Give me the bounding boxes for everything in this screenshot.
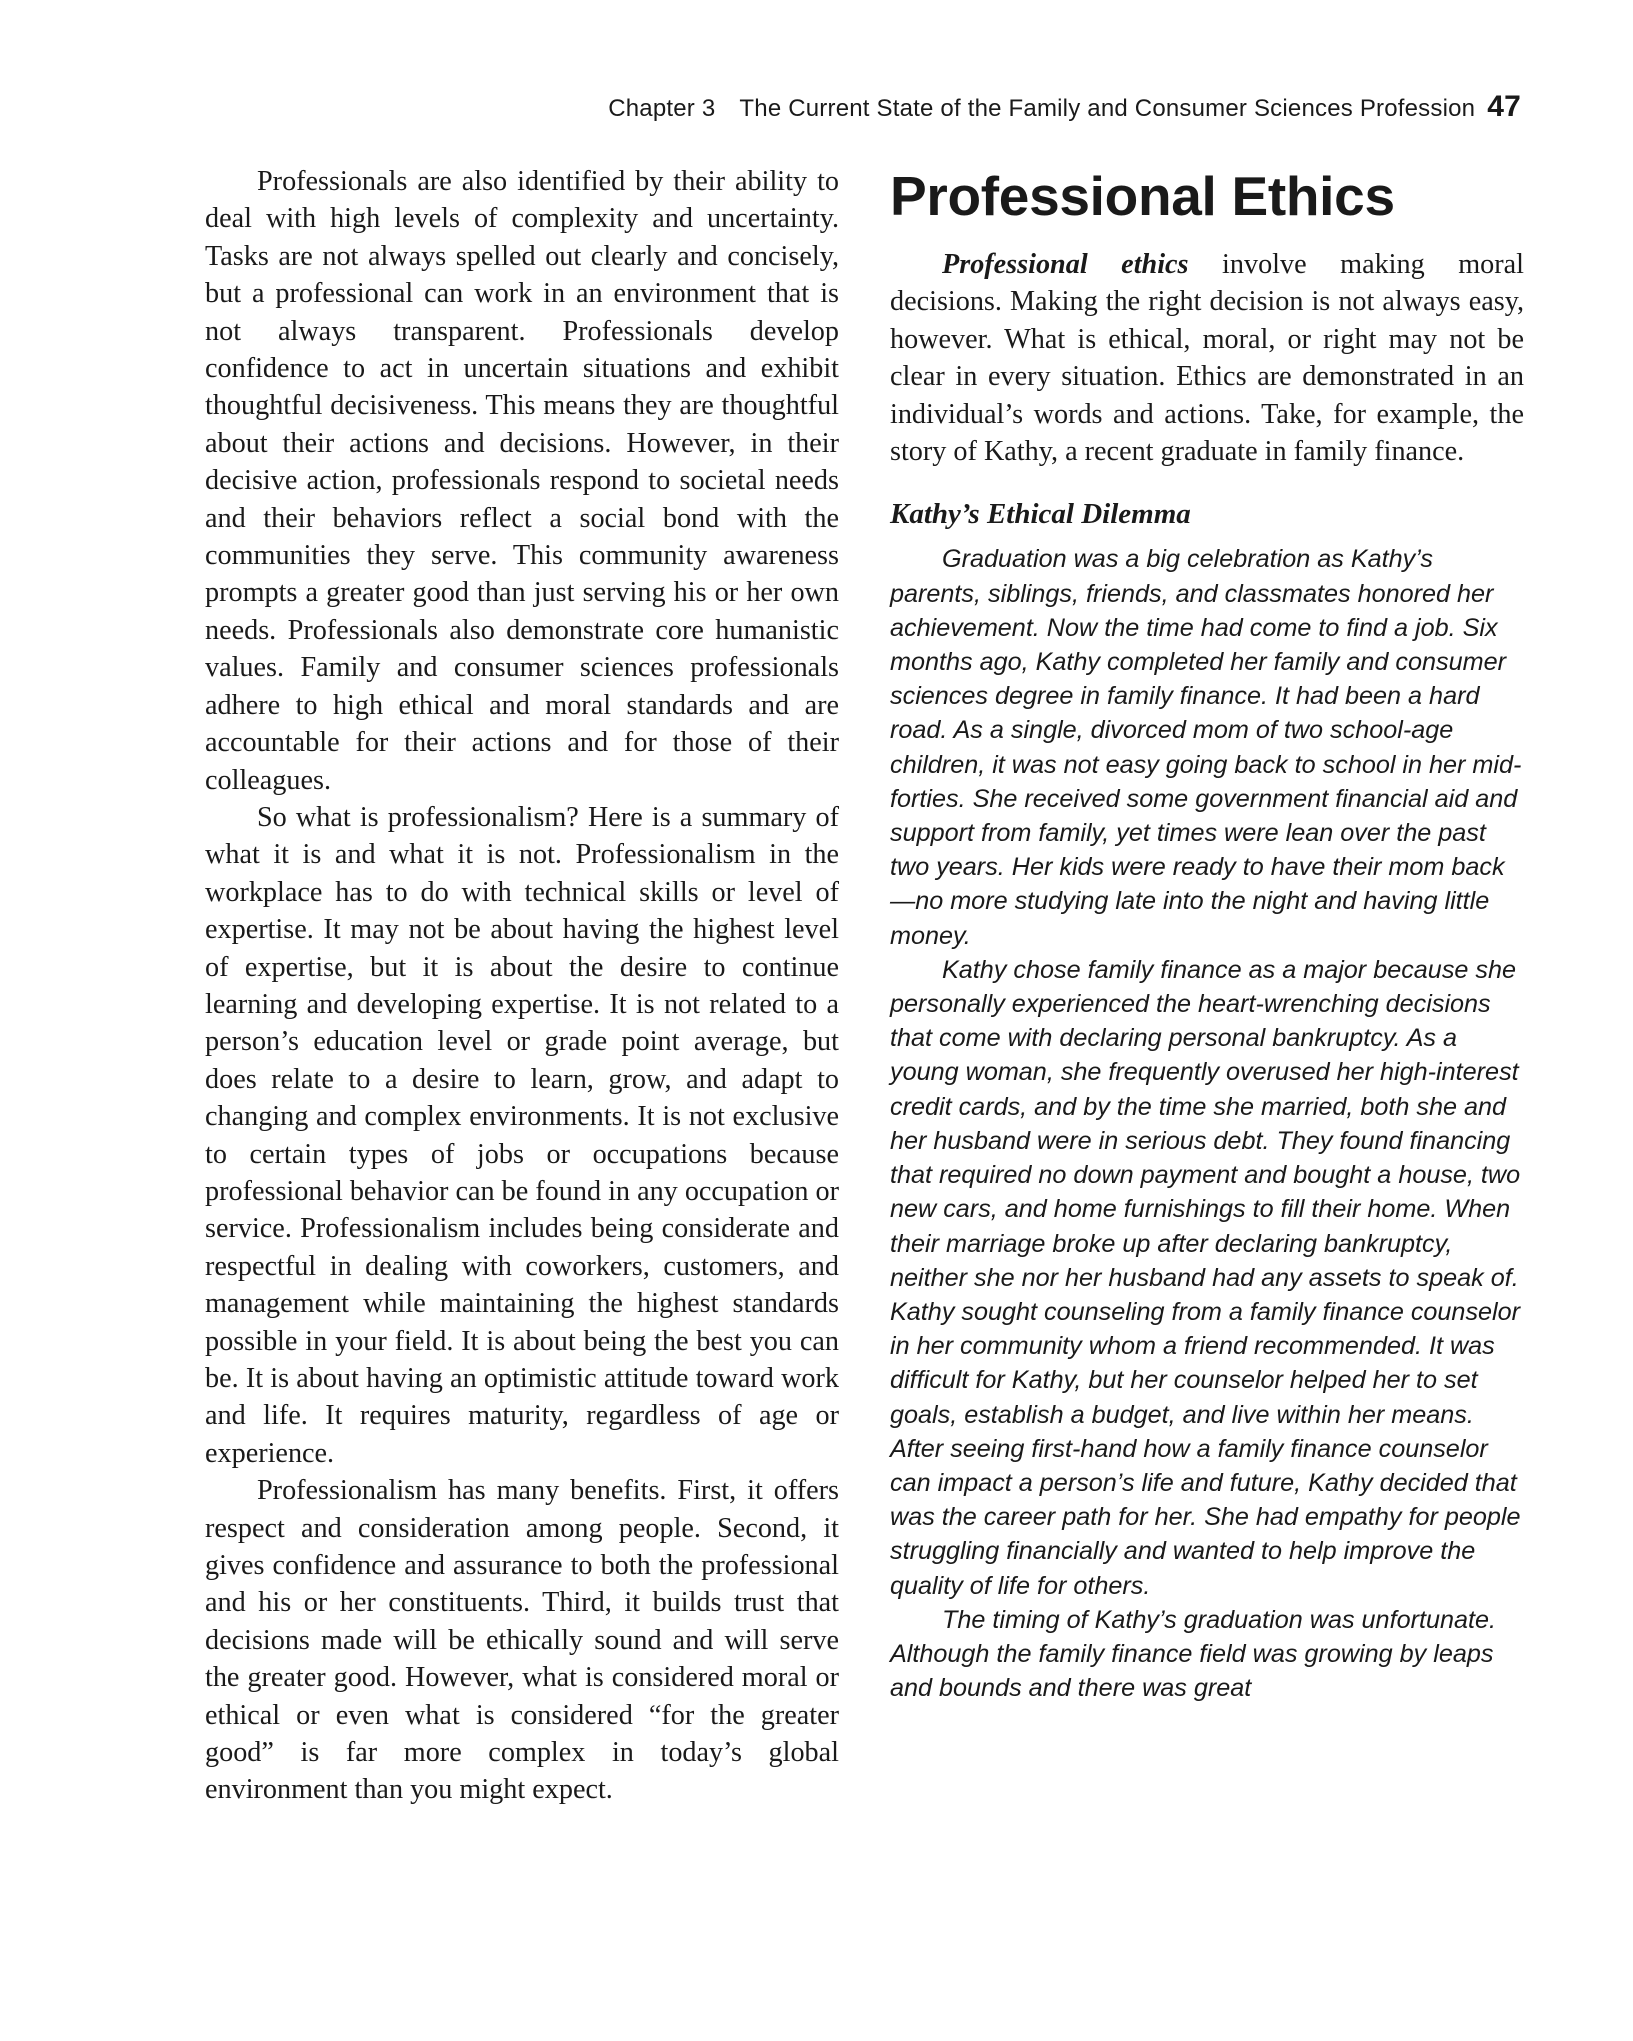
section-title: Professional Ethics [890,165,1395,227]
story-paragraph: Graduation was a big celebration as Kathy’s parents, siblings, friends, and classmates honored her achievement. Now the time had come to find a job. Six months ago, Kathy completed her family and consumer sciences degree in family finance. It had been a hard road. As a single, divorced mom of two school-age children, it was not easy going back to school in her mid-forties. She received some government financial aid and support from family, yet times were lean over the past two years. Her kids were ready to have their mom back—no more studying late into the night and having little money. [890,545,1522,950]
chapter-label: Chapter 3 [608,95,716,122]
key-term: Professional ethics [942,249,1189,280]
right-column [890,160,1524,1705]
left-column [205,163,839,1809]
running-header [608,90,1521,124]
body-paragraph: So what is professionalism? Here is a summary of what it is and what it is not. Professionalism in the workplace has to do with technical skills or level of expertise. It may not be about having the highest level of expertise, but it is about the desire to continue learning and developing expertise. It is not related to a person’s education level or grade point average, but does relate to a desire to learn, grow, and adapt to changing and complex environments. It is not exclusive to certain types of jobs or occupations because professional behavior can be found in any occupation or service. Professionalism includes being considerate and respectful in dealing with coworkers, customers, and management while maintaining the highest standards possible in your field. It is about being the best you can be. It is about having an optimistic attitude toward work and life. It requires maturity, regardless of age or experience. [205,801,840,1469]
story-paragraph: Kathy chose family finance as a major because she personally experienced the heart-wrenching decisions that come with declaring personal bankruptcy. As a young woman, she frequently overused her high-interest credit cards, and by the time she married, both she and her husband were in serious debt. They found financing that required no down payment and bought a house, two new cars, and home furnishings to fill their home. When their marriage broke up after declaring bankruptcy, neither she nor her husband had any assets to speak of. Kathy sought counseling from a family finance counselor in her community whom a friend recommended. It was difficult for Kathy, but her counselor helped her to set goals, establish a budget, and live within her means. After seeing first-hand how a family finance counselor can impact a person’s life and future, Kathy decided that was the career path for her. She had empathy for people struggling financially and wanted to help improve the quality of life for others. [890,955,1521,1600]
story-paragraph: The timing of Kathy’s graduation was unfortunate. Although the family finance field was growing by leaps and bounds and there was great [890,1605,1496,1703]
subsection-title: Kathy’s Ethical Dilemma [890,498,1191,531]
chapter-title: The Current State of the Family and Consumer Sciences Profession [739,95,1476,122]
body-paragraph: Professionals are also identified by their ability to deal with high levels of complexity and uncertainty. Tasks are not always spelled out clearly and concisely, but a professional can work in an environment that is not always transparent. Professionals develop confidence to act in uncertain situations and exhibit thoughtful decisiveness. This means they are thoughtful about their actions and decisions. However, in their decisive action, professionals respond to societal needs and their behaviors reflect a social bond with the communities they serve. This community awareness prompts a greater good than just serving his or her own needs. Professionals also demonstrate core humanistic values. Family and consumer sciences professionals adhere to high ethical and moral standards and are accountable for their actions and for those of their colleagues. [205,166,839,796]
page-number: 47 [1487,90,1521,123]
intro-paragraph [890,246,1524,470]
body-paragraph: Professionalism has many benefits. First, it offers respect and consideration among people. Second, it gives confidence and assurance to both the professional and his or her constituents. Third, it builds trust that decisions made will be ethically sound and will serve the greater good. However, what is considered moral or ethical or even what is considered “for the greater good” is far more complex in today’s global environment than you might expect. [205,1475,839,1806]
case-story [890,542,1524,1705]
intro-text: involve making moral decisions. Making the right decision is not always easy, however. What is ethical, moral, or right may not be clear in every situation. Ethics are demonstrated in an individual’s words and actions. Take, for example, the story of Kathy, a recent graduate in family finance. [890,249,1524,468]
